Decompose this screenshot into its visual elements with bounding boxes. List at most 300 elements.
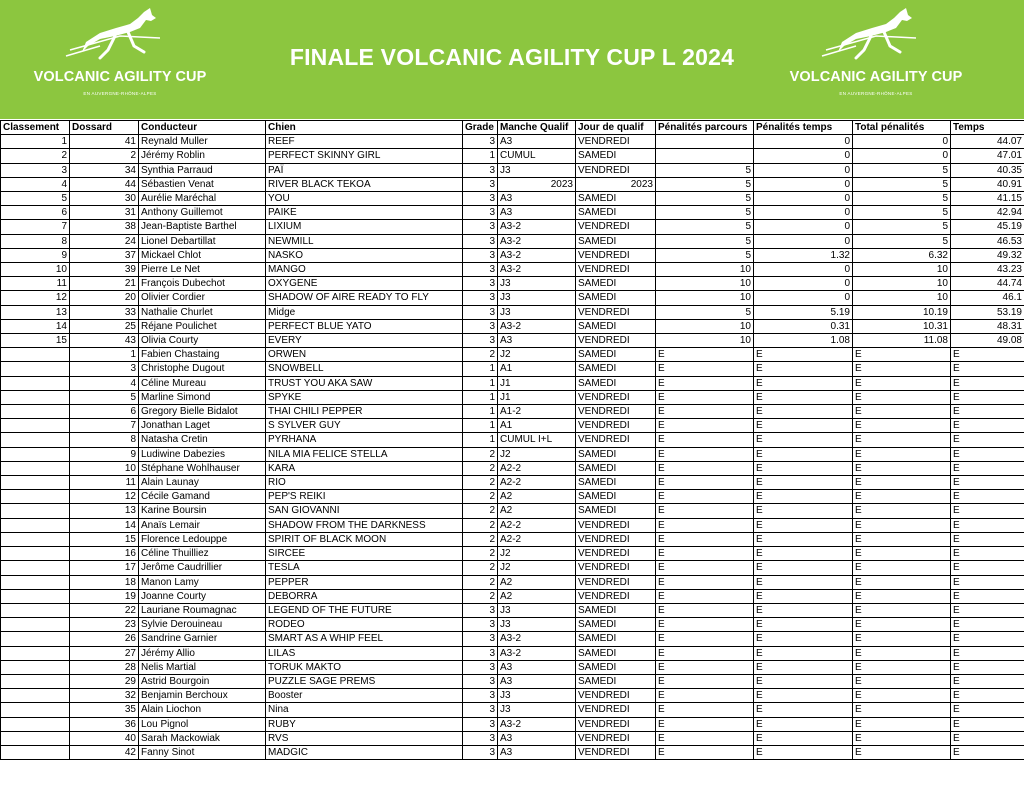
agility-dog-logo-icon <box>816 6 936 66</box>
cell-temps: 47.01 <box>951 149 1024 163</box>
cell-conducteur: Sandrine Garnier <box>139 632 266 646</box>
cell-classement <box>1 646 70 660</box>
cell-penalites-parcours: E <box>656 646 754 660</box>
cell-manche-qualif: A2-2 <box>498 518 576 532</box>
cell-penalites-parcours: E <box>656 433 754 447</box>
table-row <box>1 561 1024 575</box>
cell-jour-de-qualif: SAMEDI <box>576 291 656 305</box>
table-row <box>1 717 1024 731</box>
cell-manche-qualif: J2 <box>498 447 576 461</box>
cell-manche-qualif: J2 <box>498 561 576 575</box>
cell-total-penalites: E <box>853 504 951 518</box>
cell-total-penalites: 10.31 <box>853 319 951 333</box>
cell-penalites-parcours: E <box>656 717 754 731</box>
cell-classement <box>1 561 70 575</box>
cell-temps: 49.32 <box>951 248 1024 262</box>
cell-conducteur: Sylvie Derouineau <box>139 618 266 632</box>
cell-conducteur: Sarah Mackowiak <box>139 731 266 745</box>
cell-chien: THAI CHILI PEPPER <box>266 405 463 419</box>
cell-total-penalites: E <box>853 618 951 632</box>
cell-grade: 2 <box>463 504 498 518</box>
cell-manche-qualif: J3 <box>498 305 576 319</box>
column-header-conducteur: Conducteur <box>139 121 266 135</box>
cell-chien: MADGIC <box>266 745 463 759</box>
cell-total-penalites: 5 <box>853 163 951 177</box>
cell-dossard: 38 <box>70 220 139 234</box>
cell-temps: E <box>951 461 1024 475</box>
cell-penalites-temps: E <box>754 461 853 475</box>
results-table <box>0 120 1024 760</box>
table-row <box>1 277 1024 291</box>
cell-temps: E <box>951 348 1024 362</box>
cell-manche-qualif: A3-2 <box>498 319 576 333</box>
cell-jour-de-qualif: VENDREDI <box>576 717 656 731</box>
cell-penalites-temps: E <box>754 632 853 646</box>
cell-manche-qualif: J2 <box>498 348 576 362</box>
cell-penalites-temps: 0 <box>754 135 853 149</box>
cell-jour-de-qualif: SAMEDI <box>576 277 656 291</box>
cell-temps: E <box>951 433 1024 447</box>
cell-manche-qualif: A3-2 <box>498 717 576 731</box>
cell-conducteur: Olivia Courty <box>139 334 266 348</box>
cell-manche-qualif: CUMUL I+L <box>498 433 576 447</box>
cell-penalites-temps: E <box>754 717 853 731</box>
cell-grade: 3 <box>463 618 498 632</box>
cell-chien: DEBORRA <box>266 589 463 603</box>
cell-dossard: 1 <box>70 348 139 362</box>
table-row <box>1 547 1024 561</box>
logo-brand-text: VOLCANIC AGILITY CUP <box>789 69 963 85</box>
cell-conducteur: Alain Liochon <box>139 703 266 717</box>
cell-conducteur: Fanny Sinot <box>139 745 266 759</box>
cell-temps: E <box>951 731 1024 745</box>
cell-total-penalites: E <box>853 476 951 490</box>
cell-grade: 3 <box>463 334 498 348</box>
header-banner <box>0 0 1024 119</box>
column-header-dossard: Dossard <box>70 121 139 135</box>
cell-temps: 43.23 <box>951 263 1024 277</box>
cell-jour-de-qualif: SAMEDI <box>576 490 656 504</box>
cell-jour-de-qualif: VENDREDI <box>576 305 656 319</box>
cell-total-penalites: E <box>853 348 951 362</box>
cell-penalites-temps: 1.32 <box>754 248 853 262</box>
cell-total-penalites: E <box>853 532 951 546</box>
cell-jour-de-qualif: SAMEDI <box>576 660 656 674</box>
cell-classement <box>1 660 70 674</box>
cell-jour-de-qualif: SAMEDI <box>576 618 656 632</box>
cell-penalites-temps: E <box>754 490 853 504</box>
cell-chien: SAN GIOVANNI <box>266 504 463 518</box>
cell-grade: 3 <box>463 234 498 248</box>
cell-penalites-parcours: 10 <box>656 291 754 305</box>
cell-temps: E <box>951 703 1024 717</box>
cell-grade: 3 <box>463 689 498 703</box>
cell-conducteur: Christophe Dugout <box>139 362 266 376</box>
cell-chien: S SYLVER GUY <box>266 419 463 433</box>
cell-chien: NASKO <box>266 248 463 262</box>
cell-chien: Nina <box>266 703 463 717</box>
cell-total-penalites: E <box>853 518 951 532</box>
cell-chien: SHADOW FROM THE DARKNESS <box>266 518 463 532</box>
cell-dossard: 44 <box>70 177 139 191</box>
cell-dossard: 19 <box>70 589 139 603</box>
cell-conducteur: Nathalie Churlet <box>139 305 266 319</box>
cell-classement <box>1 703 70 717</box>
cell-dossard: 18 <box>70 575 139 589</box>
cell-penalites-parcours: 10 <box>656 319 754 333</box>
cell-temps: E <box>951 575 1024 589</box>
cell-chien: Midge <box>266 305 463 319</box>
cell-temps: 46.53 <box>951 234 1024 248</box>
table-row <box>1 575 1024 589</box>
cell-penalites-parcours: 10 <box>656 263 754 277</box>
cell-classement <box>1 433 70 447</box>
cell-grade: 2 <box>463 575 498 589</box>
cell-conducteur: Lauriane Roumagnac <box>139 603 266 617</box>
cell-jour-de-qualif: VENDREDI <box>576 220 656 234</box>
cell-conducteur: Mickael Chlot <box>139 248 266 262</box>
cell-manche-qualif: J3 <box>498 618 576 632</box>
cell-dossard: 24 <box>70 234 139 248</box>
cell-manche-qualif: A3 <box>498 192 576 206</box>
cell-grade: 3 <box>463 703 498 717</box>
cell-conducteur: Gregory Bielle Bidalot <box>139 405 266 419</box>
cell-grade: 3 <box>463 717 498 731</box>
cell-chien: SHADOW OF AIRE READY TO FLY <box>266 291 463 305</box>
cell-temps: 53.19 <box>951 305 1024 319</box>
cell-chien: PEPPER <box>266 575 463 589</box>
table-row <box>1 206 1024 220</box>
cell-total-penalites: E <box>853 660 951 674</box>
cell-conducteur: Nelis Martial <box>139 660 266 674</box>
cell-penalites-temps: 0 <box>754 220 853 234</box>
cell-dossard: 35 <box>70 703 139 717</box>
cell-penalites-temps: E <box>754 547 853 561</box>
table-row <box>1 660 1024 674</box>
cell-jour-de-qualif: VENDREDI <box>576 163 656 177</box>
cell-penalites-temps: E <box>754 561 853 575</box>
cell-temps: E <box>951 476 1024 490</box>
cell-chien: PYRHANA <box>266 433 463 447</box>
table-row <box>1 447 1024 461</box>
cell-penalites-parcours: 5 <box>656 248 754 262</box>
cell-conducteur: Pierre Le Net <box>139 263 266 277</box>
table-row <box>1 291 1024 305</box>
cell-manche-qualif: J3 <box>498 163 576 177</box>
cell-manche-qualif: J3 <box>498 291 576 305</box>
cell-penalites-parcours: E <box>656 504 754 518</box>
cell-chien: LEGEND OF THE FUTURE <box>266 603 463 617</box>
cell-classement: 6 <box>1 206 70 220</box>
cell-chien: RODEO <box>266 618 463 632</box>
cell-grade: 3 <box>463 135 498 149</box>
cell-temps: E <box>951 674 1024 688</box>
cell-classement: 7 <box>1 220 70 234</box>
cell-classement <box>1 745 70 759</box>
cell-total-penalites: E <box>853 376 951 390</box>
cell-manche-qualif: A2-2 <box>498 476 576 490</box>
cell-penalites-parcours: E <box>656 731 754 745</box>
cell-classement: 11 <box>1 277 70 291</box>
cell-dossard: 8 <box>70 433 139 447</box>
cell-conducteur: Jerôme Caudrillier <box>139 561 266 575</box>
cell-manche-qualif: A3-2 <box>498 632 576 646</box>
cell-total-penalites: E <box>853 362 951 376</box>
logo-subtext: EN AUVERGNE-RHÔNE-ALPES <box>839 91 913 96</box>
cell-penalites-parcours: E <box>656 348 754 362</box>
table-row <box>1 674 1024 688</box>
cell-total-penalites: E <box>853 717 951 731</box>
table-row <box>1 504 1024 518</box>
results-body <box>1 135 1024 760</box>
cell-dossard: 13 <box>70 504 139 518</box>
table-row <box>1 220 1024 234</box>
cell-grade: 2 <box>463 447 498 461</box>
table-row <box>1 461 1024 475</box>
cell-conducteur: Olivier Cordier <box>139 291 266 305</box>
cell-temps: 42.94 <box>951 206 1024 220</box>
cell-penalites-parcours: E <box>656 362 754 376</box>
cell-grade: 3 <box>463 660 498 674</box>
cell-dossard: 30 <box>70 192 139 206</box>
table-row <box>1 532 1024 546</box>
cell-grade: 2 <box>463 490 498 504</box>
cell-dossard: 42 <box>70 745 139 759</box>
cell-jour-de-qualif: VENDREDI <box>576 589 656 603</box>
cell-penalites-temps: 0 <box>754 277 853 291</box>
cell-chien: YOU <box>266 192 463 206</box>
cell-conducteur: Réjane Poulichet <box>139 319 266 333</box>
cell-penalites-temps: E <box>754 447 853 461</box>
cell-classement <box>1 362 70 376</box>
cell-jour-de-qualif: VENDREDI <box>576 731 656 745</box>
cell-temps: E <box>951 547 1024 561</box>
cell-dossard: 33 <box>70 305 139 319</box>
cell-penalites-temps: 0 <box>754 234 853 248</box>
table-row <box>1 177 1024 191</box>
cell-chien: RUBY <box>266 717 463 731</box>
cell-conducteur: Jean-Baptiste Barthel <box>139 220 266 234</box>
cell-temps: E <box>951 717 1024 731</box>
cell-classement: 3 <box>1 163 70 177</box>
cell-temps: E <box>951 390 1024 404</box>
cell-jour-de-qualif: VENDREDI <box>576 689 656 703</box>
cell-classement: 1 <box>1 135 70 149</box>
cell-conducteur: Cécile Gamand <box>139 490 266 504</box>
cell-jour-de-qualif: SAMEDI <box>576 603 656 617</box>
cell-grade: 3 <box>463 674 498 688</box>
cell-dossard: 17 <box>70 561 139 575</box>
cell-temps: E <box>951 632 1024 646</box>
cell-penalites-parcours: 5 <box>656 192 754 206</box>
cell-temps: E <box>951 362 1024 376</box>
cell-manche-qualif: A2-2 <box>498 461 576 475</box>
cell-classement <box>1 348 70 362</box>
cell-conducteur: Astrid Bourgoin <box>139 674 266 688</box>
cell-penalites-temps: E <box>754 348 853 362</box>
cell-temps: E <box>951 646 1024 660</box>
table-row <box>1 362 1024 376</box>
cell-penalites-parcours: E <box>656 419 754 433</box>
cell-total-penalites: 10.19 <box>853 305 951 319</box>
cell-jour-de-qualif: VENDREDI <box>576 532 656 546</box>
cell-manche-qualif: J3 <box>498 689 576 703</box>
cell-jour-de-qualif: SAMEDI <box>576 461 656 475</box>
table-header-row <box>1 121 1024 135</box>
cell-dossard: 7 <box>70 419 139 433</box>
cell-manche-qualif: A3 <box>498 135 576 149</box>
cell-classement: 13 <box>1 305 70 319</box>
cell-chien: SIRCEE <box>266 547 463 561</box>
cell-jour-de-qualif: VENDREDI <box>576 135 656 149</box>
cell-classement: 14 <box>1 319 70 333</box>
cell-total-penalites: E <box>853 674 951 688</box>
cell-penalites-temps: E <box>754 731 853 745</box>
cell-temps: 49.08 <box>951 334 1024 348</box>
cell-penalites-temps: E <box>754 703 853 717</box>
cell-chien: PEP'S REIKI <box>266 490 463 504</box>
cell-temps: E <box>951 689 1024 703</box>
cell-manche-qualif: A1 <box>498 362 576 376</box>
cell-manche-qualif: J3 <box>498 277 576 291</box>
cell-total-penalites: 5 <box>853 192 951 206</box>
logo-left <box>20 6 220 106</box>
cell-total-penalites: E <box>853 561 951 575</box>
cell-chien: Booster <box>266 689 463 703</box>
cell-total-penalites: E <box>853 689 951 703</box>
cell-penalites-parcours: E <box>656 674 754 688</box>
cell-jour-de-qualif: VENDREDI <box>576 419 656 433</box>
cell-dossard: 26 <box>70 632 139 646</box>
cell-manche-qualif: J1 <box>498 390 576 404</box>
cell-total-penalites: 5 <box>853 177 951 191</box>
cell-grade: 2 <box>463 547 498 561</box>
cell-dossard: 20 <box>70 291 139 305</box>
cell-dossard: 14 <box>70 518 139 532</box>
cell-manche-qualif: A3-2 <box>498 220 576 234</box>
table-row <box>1 490 1024 504</box>
cell-chien: PERFECT SKINNY GIRL <box>266 149 463 163</box>
cell-total-penalites: E <box>853 703 951 717</box>
cell-temps: E <box>951 447 1024 461</box>
cell-grade: 3 <box>463 220 498 234</box>
cell-conducteur: Aurélie Maréchal <box>139 192 266 206</box>
cell-total-penalites: 10 <box>853 277 951 291</box>
cell-penalites-temps: 0 <box>754 177 853 191</box>
cell-grade: 3 <box>463 177 498 191</box>
column-header-penalites-parcours: Pénalités parcours <box>656 121 754 135</box>
cell-classement <box>1 504 70 518</box>
table-row <box>1 603 1024 617</box>
cell-jour-de-qualif: SAMEDI <box>576 348 656 362</box>
cell-total-penalites: E <box>853 419 951 433</box>
table-row <box>1 149 1024 163</box>
cell-temps: E <box>951 504 1024 518</box>
cell-grade: 1 <box>463 149 498 163</box>
cell-grade: 2 <box>463 561 498 575</box>
cell-temps: E <box>951 532 1024 546</box>
cell-temps: E <box>951 518 1024 532</box>
cell-temps: 40.91 <box>951 177 1024 191</box>
cell-manche-qualif: A3 <box>498 674 576 688</box>
cell-conducteur: Benjamin Berchoux <box>139 689 266 703</box>
cell-dossard: 25 <box>70 319 139 333</box>
table-row <box>1 589 1024 603</box>
cell-penalites-parcours: E <box>656 461 754 475</box>
cell-chien: SPIRIT OF BLACK MOON <box>266 532 463 546</box>
cell-total-penalites: E <box>853 490 951 504</box>
cell-penalites-temps: E <box>754 362 853 376</box>
cell-total-penalites: E <box>853 447 951 461</box>
cell-penalites-parcours: E <box>656 618 754 632</box>
cell-penalites-parcours: E <box>656 603 754 617</box>
cell-classement <box>1 518 70 532</box>
cell-grade: 3 <box>463 646 498 660</box>
cell-penalites-parcours: 5 <box>656 177 754 191</box>
cell-classement <box>1 575 70 589</box>
cell-penalites-temps: E <box>754 433 853 447</box>
cell-grade: 2 <box>463 532 498 546</box>
cell-penalites-temps: 0 <box>754 206 853 220</box>
table-row <box>1 646 1024 660</box>
cell-dossard: 3 <box>70 362 139 376</box>
cell-conducteur: Jérémy Allio <box>139 646 266 660</box>
cell-conducteur: Synthia Parraud <box>139 163 266 177</box>
cell-total-penalites: E <box>853 461 951 475</box>
cell-penalites-parcours: E <box>656 561 754 575</box>
cell-penalites-temps: 5.19 <box>754 305 853 319</box>
cell-manche-qualif: A3-2 <box>498 234 576 248</box>
cell-manche-qualif: 2023 <box>498 177 576 191</box>
cell-dossard: 34 <box>70 163 139 177</box>
cell-conducteur: Jérémy Roblin <box>139 149 266 163</box>
cell-jour-de-qualif: VENDREDI <box>576 547 656 561</box>
cell-temps: E <box>951 561 1024 575</box>
cell-penalites-temps: E <box>754 646 853 660</box>
cell-grade: 3 <box>463 248 498 262</box>
cell-penalites-parcours: E <box>656 490 754 504</box>
cell-classement <box>1 674 70 688</box>
cell-jour-de-qualif: SAMEDI <box>576 149 656 163</box>
table-row <box>1 319 1024 333</box>
cell-jour-de-qualif: SAMEDI <box>576 376 656 390</box>
cell-jour-de-qualif: SAMEDI <box>576 504 656 518</box>
cell-chien: TRUST YOU AKA SAW <box>266 376 463 390</box>
table-row <box>1 192 1024 206</box>
cell-grade: 2 <box>463 348 498 362</box>
cell-classement: 9 <box>1 248 70 262</box>
cell-classement <box>1 390 70 404</box>
cell-chien: NILA MIA FELICE STELLA <box>266 447 463 461</box>
cell-classement: 15 <box>1 334 70 348</box>
cell-classement <box>1 532 70 546</box>
cell-temps: E <box>951 376 1024 390</box>
cell-jour-de-qualif: VENDREDI <box>576 703 656 717</box>
cell-chien: RVS <box>266 731 463 745</box>
cell-penalites-temps: 0 <box>754 291 853 305</box>
cell-grade: 3 <box>463 305 498 319</box>
cell-manche-qualif: A2-2 <box>498 532 576 546</box>
cell-classement <box>1 547 70 561</box>
table-row <box>1 390 1024 404</box>
cell-conducteur: Céline Thuilliez <box>139 547 266 561</box>
cell-classement <box>1 717 70 731</box>
cell-classement <box>1 689 70 703</box>
cell-jour-de-qualif: SAMEDI <box>576 192 656 206</box>
cell-penalites-parcours: 5 <box>656 163 754 177</box>
cell-grade: 2 <box>463 476 498 490</box>
cell-manche-qualif: A3 <box>498 731 576 745</box>
